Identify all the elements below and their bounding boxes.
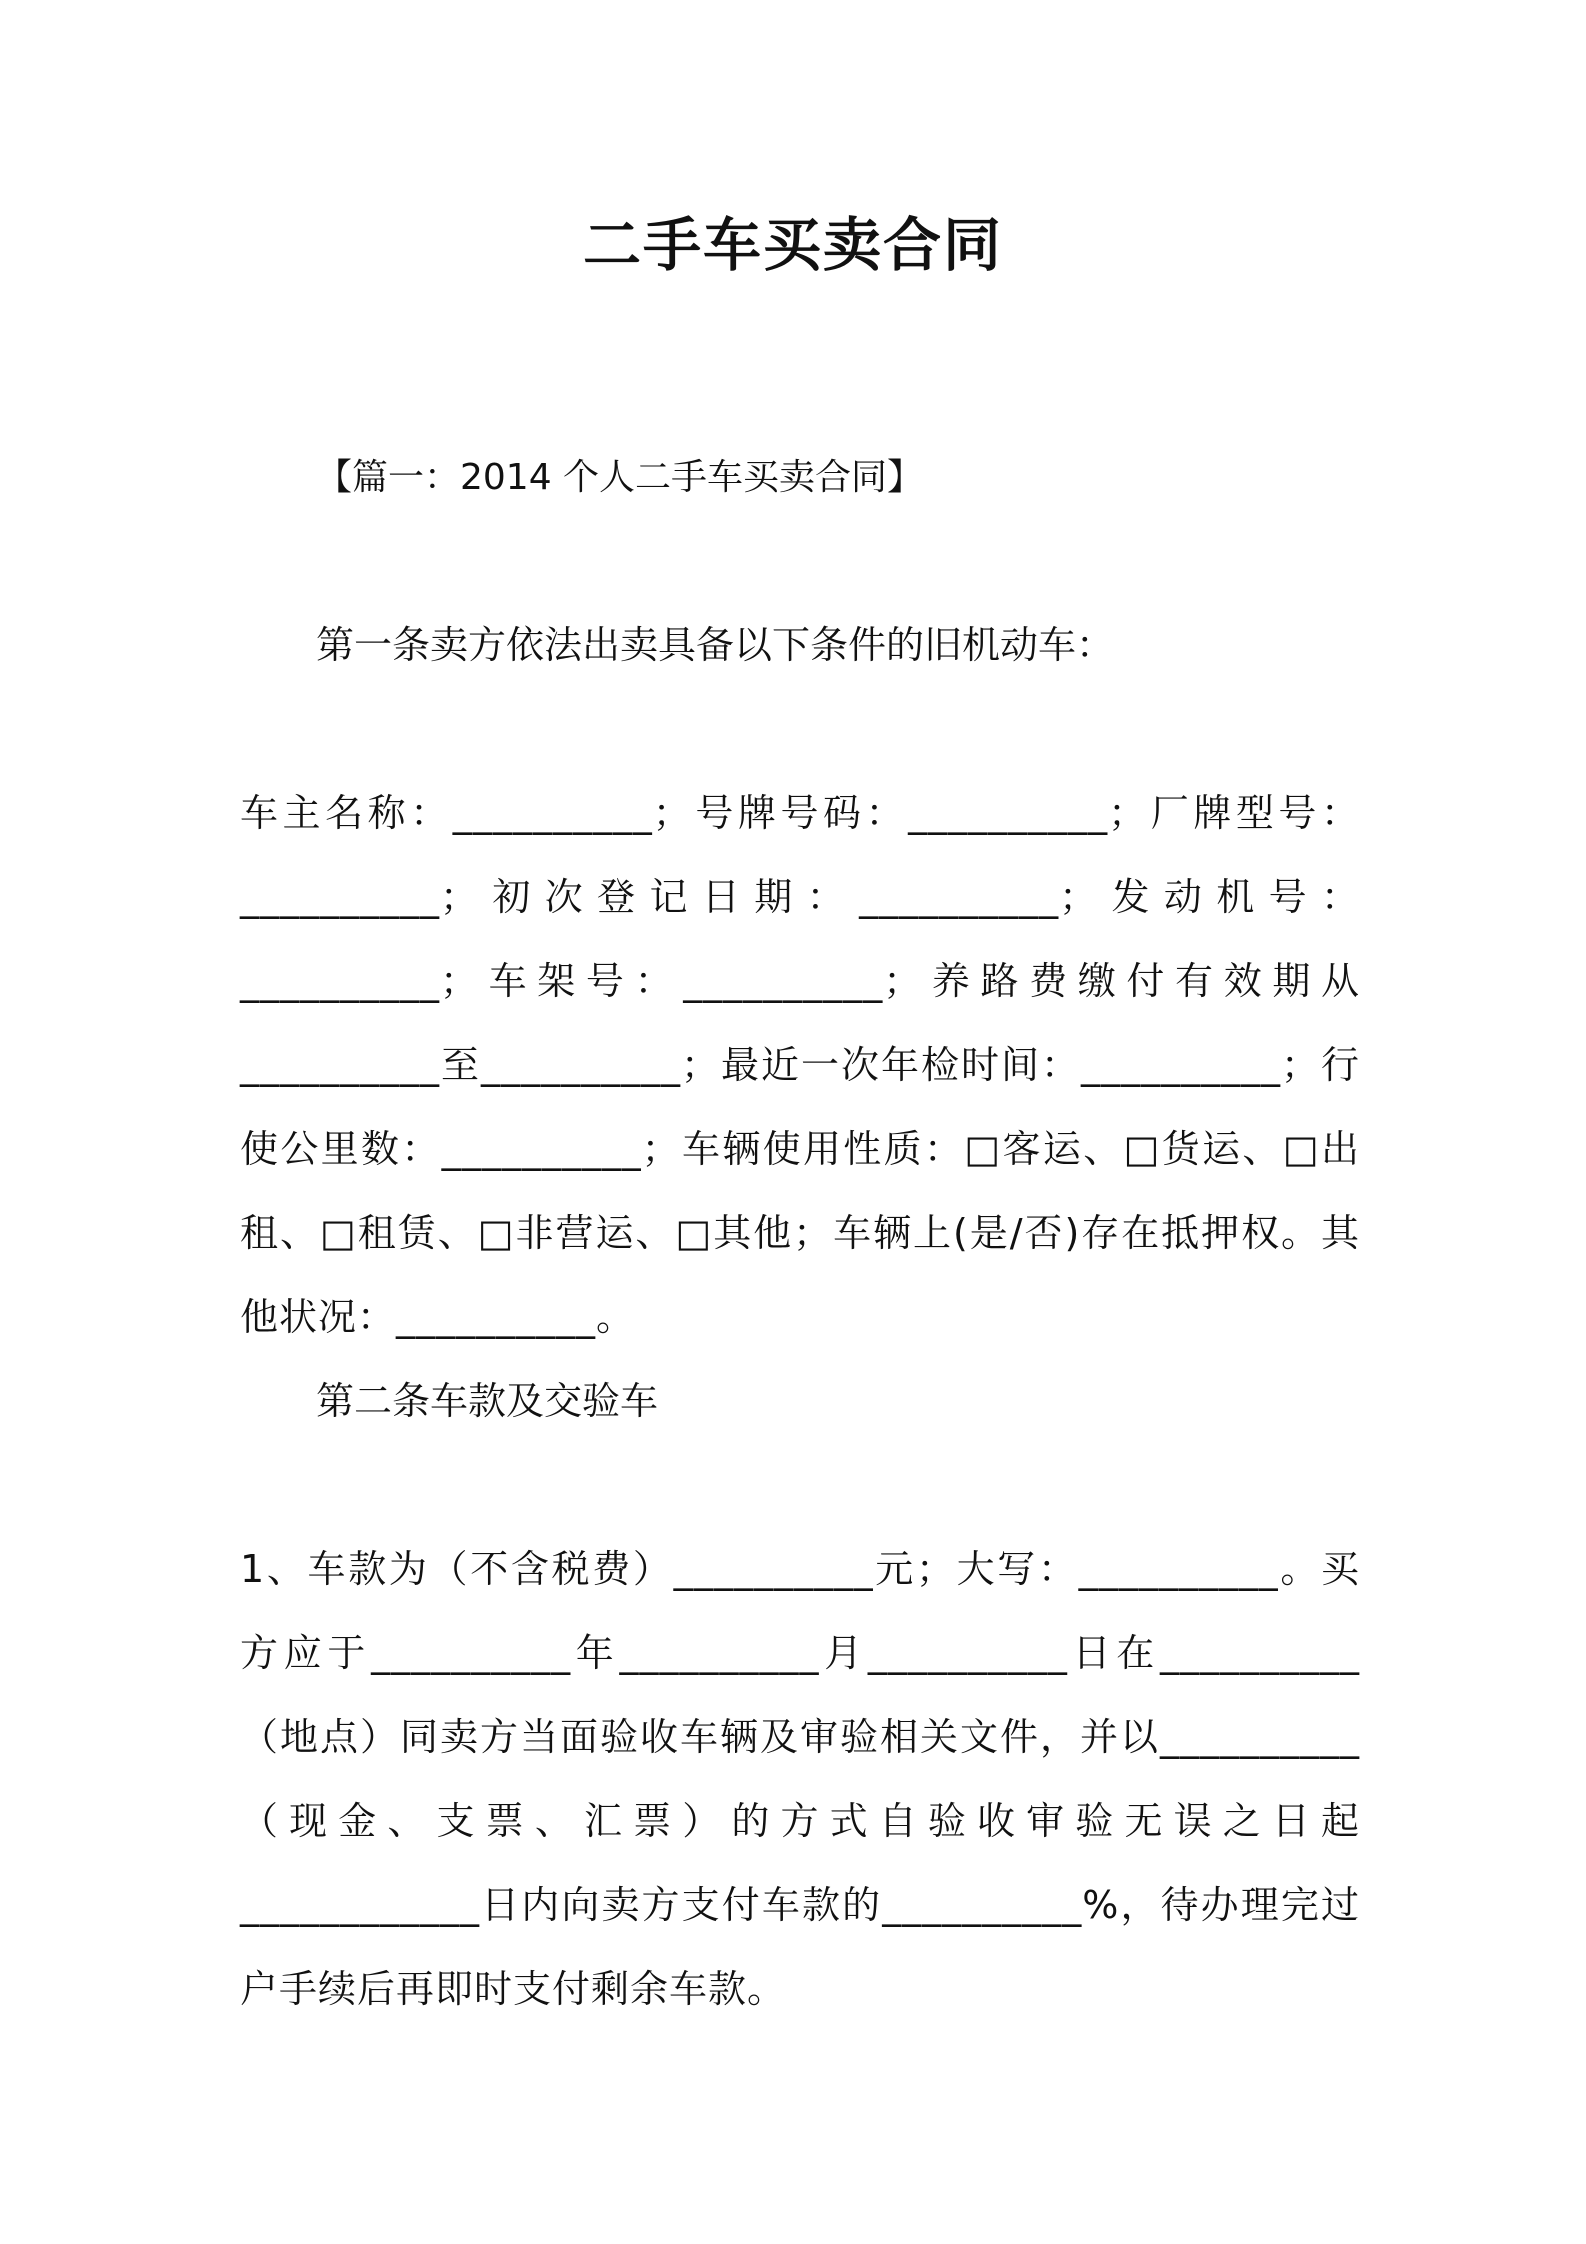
document-title: 二手车买卖合同 (582, 211, 1003, 279)
article-1-title: 第一条卖方依法出卖具备以下条件的旧机动车： (316, 623, 1115, 667)
article-2-item-1: 1、车款为（不含税费）__________元；大写：__________。买方应于__________年__________月__________日在__________（地点）同卖方当面验收车辆及审验相关文件，并以__________（现金、支票、汇票）的方式自验收审验无误之日起____________日内向卖方支付车款的__________%，待办理完过户手续后再即时支付剩余车款。 (240, 1547, 1360, 2011)
article-1-body: 车主名称：__________；号牌号码：__________；厂牌型号：__________；初次登记日期：__________；发动机号：__________；车架号：__________；养路费缴付有效期从__________至__________；最近一次年检时间：__________；行使公里数：__________；车辆使用性质：□客运、□货运、□出租、□租赁、□非营运、□其他；车辆上(是/否)存在抵押权。其他状况：__________。 (240, 791, 1360, 1339)
section-heading: 【篇一：2014 个人二手车买卖合同】 (316, 457, 924, 498)
article-2-title: 第二条车款及交验车 (316, 1379, 659, 1423)
